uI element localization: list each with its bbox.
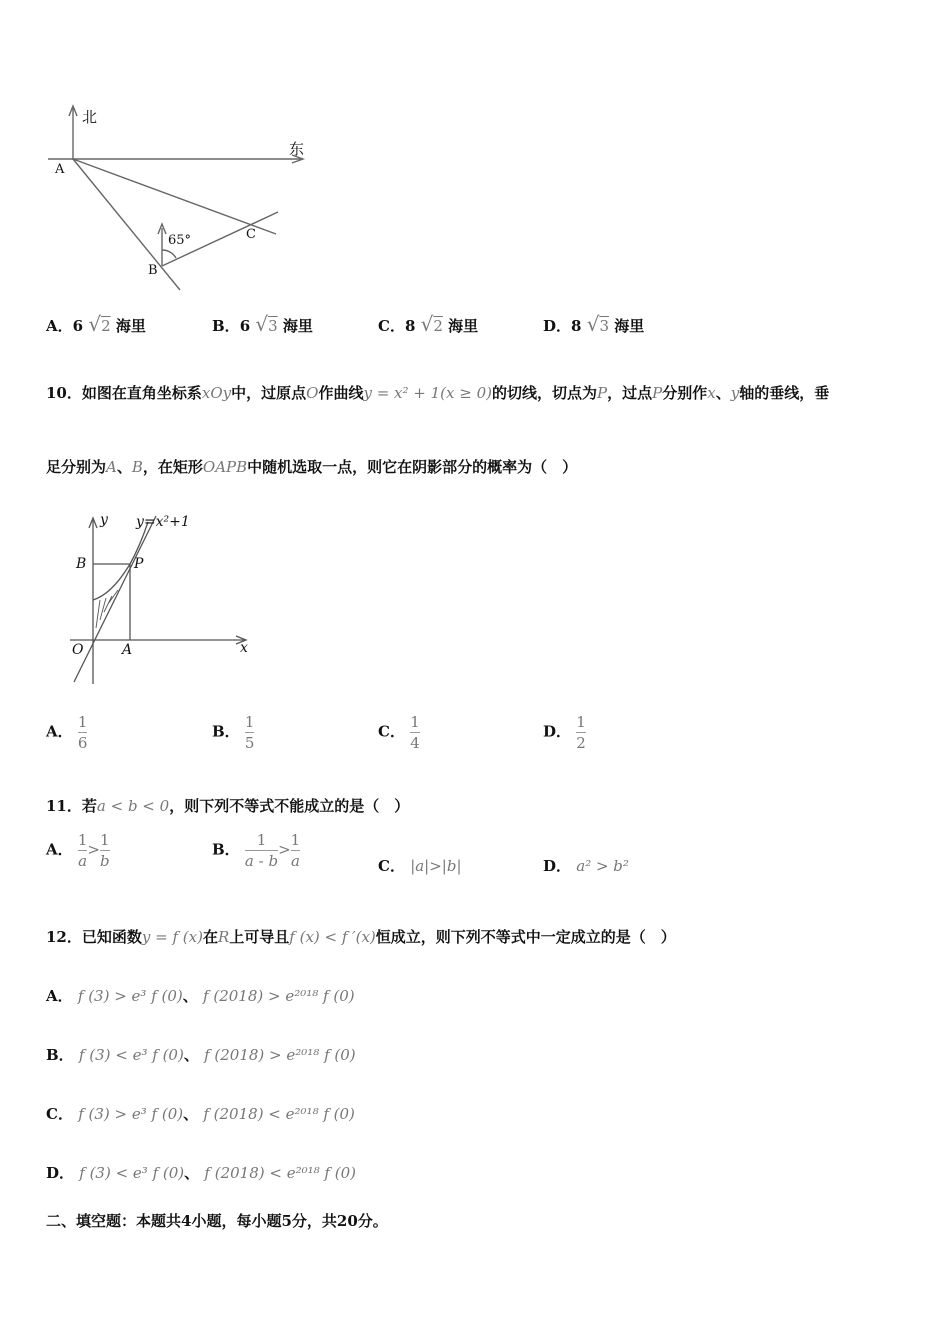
fig1-point-b: B (148, 263, 158, 278)
q9-option-b[interactable]: B．6 √3 海里 (212, 312, 313, 336)
q10-option-b[interactable]: B． $\frac{1}{5}$ (212, 713, 255, 752)
q10-option-d[interactable]: D． $\frac{1}{2}$ (543, 713, 586, 752)
fig1-point-a: A (55, 162, 65, 177)
fig2-o-label: O (72, 642, 84, 658)
angle-arc (162, 250, 176, 258)
fig2-a-label: A (122, 642, 133, 658)
q9-option-a[interactable]: A．6 √2 海里 (46, 312, 146, 336)
fig2-y-label: y (100, 512, 108, 528)
q10-option-a[interactable]: A． $\frac{1}{6}$ (46, 713, 88, 752)
bearing-diagram (40, 100, 320, 300)
q9-option-c[interactable]: C．8 √2 海里 (378, 312, 479, 336)
fig2-curve-label: y=x²+1 (136, 514, 190, 530)
fig2-x-label: x (240, 640, 248, 656)
q12-option-d[interactable]: D． f (3) < e³ f (0)、 f (2018) < e²⁰¹⁸ f (0) (46, 1164, 356, 1182)
q11-option-d[interactable]: D． a² > b² (543, 857, 629, 875)
q9-option-d[interactable]: D．8 √3 海里 (543, 312, 645, 336)
q10-line2: 足分别为A、B，在矩形OAPB中随机选取一点，则它在阴影部分的概率为（ ） (46, 458, 578, 476)
q11-option-a[interactable]: A． $\frac{1}{a}$ > $\frac{1}{b}$ (46, 831, 110, 870)
tangent-line (74, 516, 156, 682)
fig1-north-label: 北 (82, 108, 98, 126)
tangent-diagram (60, 508, 260, 688)
q11-option-b[interactable]: B． $\frac{1}{a - b}$ > $\frac{1}{a}$ (212, 831, 301, 870)
q12-option-b[interactable]: B． f (3) < e³ f (0)、 f (2018) > e²⁰¹⁸ f (0) (46, 1046, 356, 1064)
q10-option-c[interactable]: C． $\frac{1}{4}$ (378, 713, 420, 752)
section-2-heading: 二、填空题：本题共4小题，每小题5分，共20分。 (46, 1212, 388, 1230)
q10-line1: 10．如图在直角坐标系xOy中，过原点O作曲线y = x² + 1(x ≥ 0)的切线，切点为P，过点P分别作x、y轴的垂线，垂 (46, 384, 830, 402)
q12-stem: 12．已知函数y = f (x)在R上可导且f (x) < f ′(x)恒成立，则下列不等式中一定成立的是（ ） (46, 928, 676, 946)
q11-stem: 11．若a < b < 0，则下列不等式不能成立的是（ ） (46, 797, 410, 815)
fig1-east-label: 东 (289, 140, 305, 158)
fig1-angle-label: 65° (168, 233, 192, 248)
shading (96, 590, 118, 628)
q12-option-c[interactable]: C． f (3) > e³ f (0)、 f (2018) < e²⁰¹⁸ f (0) (46, 1105, 355, 1123)
fig1-point-c: C (246, 227, 256, 242)
q12-option-a[interactable]: A． f (3) > e³ f (0)、 f (2018) > e²⁰¹⁸ f (0) (46, 987, 355, 1005)
fig2-b-label: B (76, 556, 87, 572)
fig2-p-label: P (134, 556, 144, 572)
q11-option-c[interactable]: C． |a|>|b| (378, 857, 462, 875)
